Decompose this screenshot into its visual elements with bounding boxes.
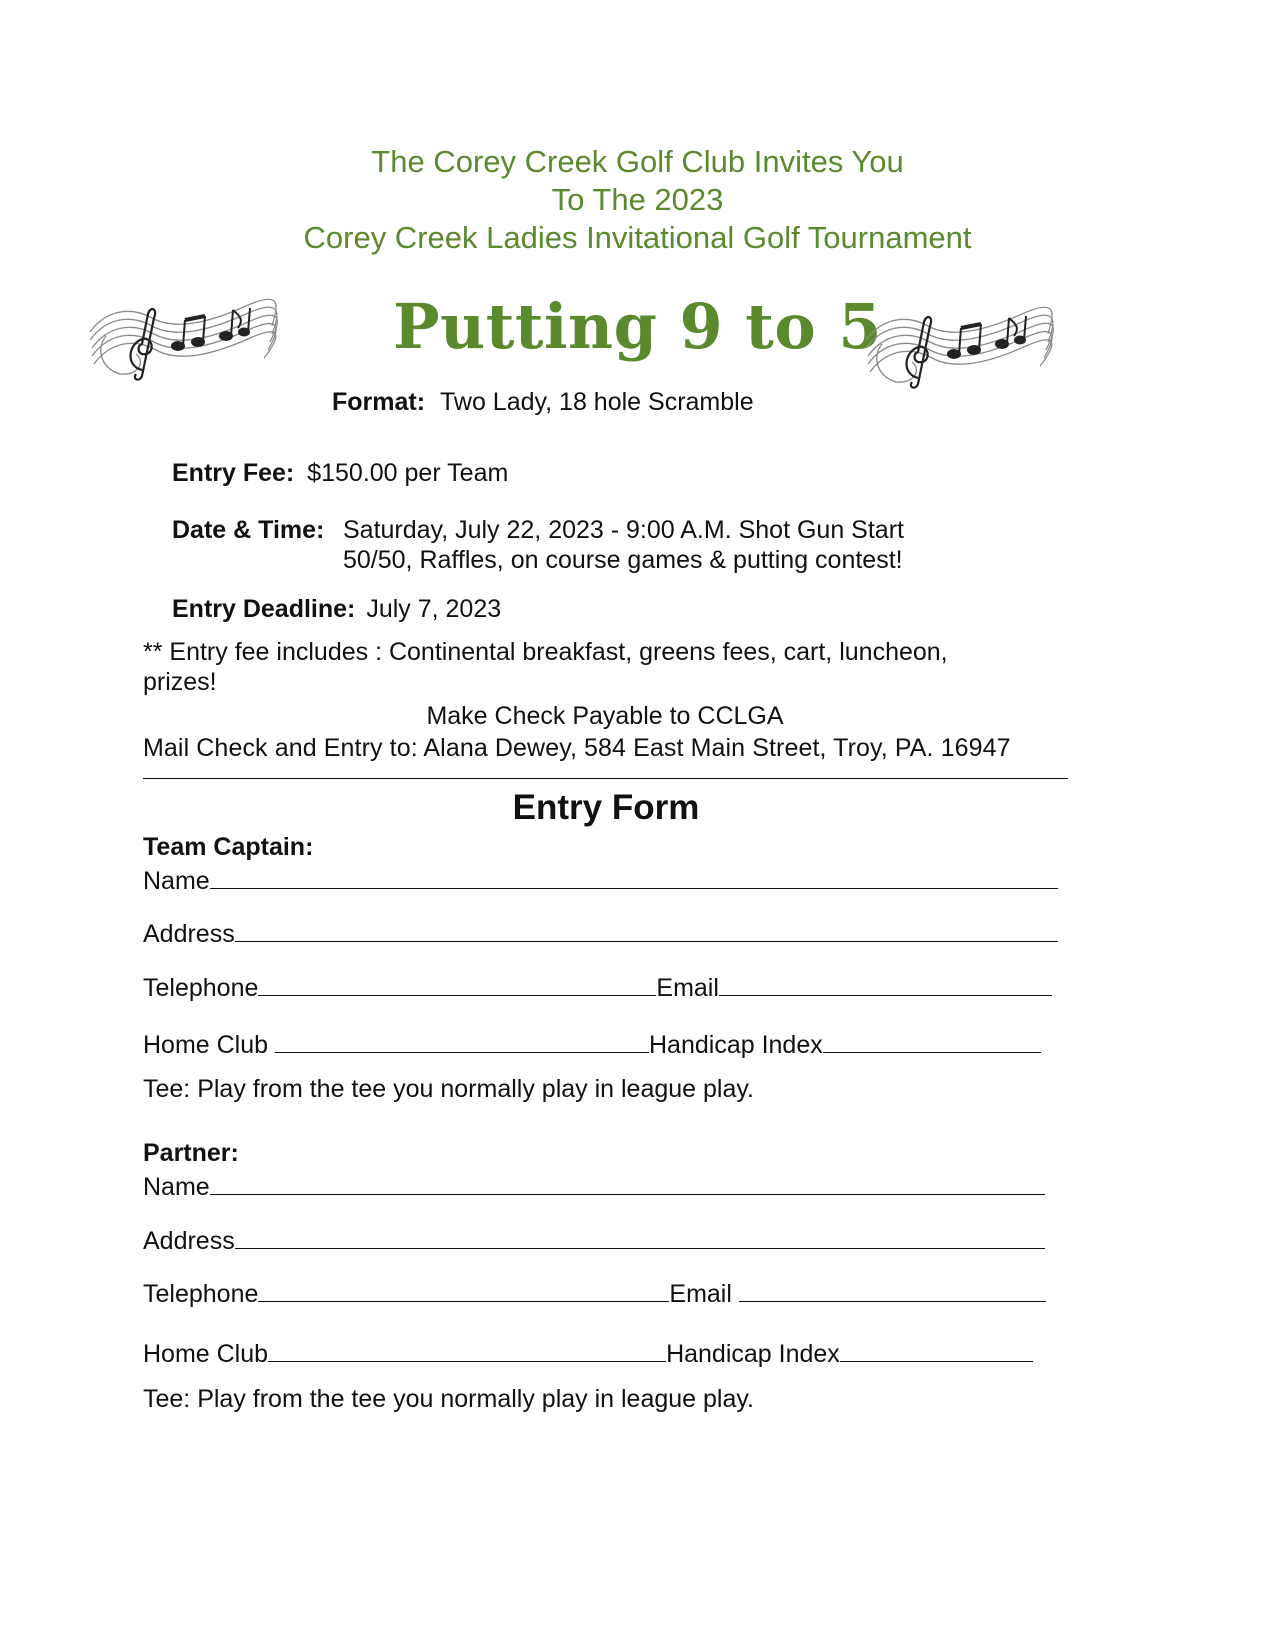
invitation-line-2: To The 2023 <box>551 182 724 217</box>
captain-name-label: Name <box>143 867 210 895</box>
date-time-value: Saturday, July 22, 2023 - 9:00 A.M. Shot Gun Start <box>343 516 904 544</box>
includes-line-2: prizes! <box>143 668 217 696</box>
invitation-line-3: Corey Creek Ladies Invitational Golf Tournament <box>303 220 972 255</box>
format-value: Two Lady, 18 hole Scramble <box>440 388 754 416</box>
separator-line <box>143 778 1068 779</box>
tournament-title: Putting 9 to 5 <box>393 290 882 363</box>
captain-tee-note: Tee: Play from the tee you normally play in league play. <box>143 1075 754 1103</box>
partner-email-field[interactable] <box>739 1279 1046 1302</box>
payable-line: Make Check Payable to CCLGA <box>426 702 784 730</box>
partner-email-label: Email <box>669 1280 739 1308</box>
captain-email-field[interactable] <box>719 973 1052 996</box>
partner-address-row <box>143 1226 1045 1256</box>
captain-homeclub-field[interactable] <box>275 1030 649 1053</box>
date-time-label: Date & Time: <box>172 516 325 544</box>
entry-fee-line <box>172 459 508 488</box>
captain-homeclub-label: Home Club <box>143 1031 275 1059</box>
deadline-line <box>172 595 501 624</box>
captain-address-label: Address <box>143 920 235 948</box>
activities-line: 50/50, Raffles, on course games & putting contest! <box>343 546 903 574</box>
includes-line-1: ** Entry fee includes : Continental breakfast, greens fees, cart, luncheon, <box>143 638 948 666</box>
mail-line: Mail Check and Entry to: Alana Dewey, 584 East Main Street, Troy, PA. 16947 <box>143 734 1011 762</box>
captain-name-row <box>143 866 1058 896</box>
music-notes-icon <box>862 304 1054 392</box>
partner-name-field[interactable] <box>210 1172 1045 1195</box>
captain-handicap-field[interactable] <box>823 1030 1041 1053</box>
deadline-label: Entry Deadline: <box>172 595 356 623</box>
captain-email-label: Email <box>656 974 719 1002</box>
entry-fee-value: $150.00 per Team <box>307 459 509 487</box>
partner-contact-row <box>143 1279 1046 1309</box>
partner-heading: Partner: <box>143 1139 239 1167</box>
invitation-line-1: The Corey Creek Golf Club Invites You <box>371 144 904 179</box>
captain-handicap-label: Handicap Index <box>649 1031 823 1059</box>
format-label: Format: <box>332 388 426 416</box>
partner-club-row <box>143 1339 1033 1369</box>
entry-form-heading: Entry Form <box>512 788 700 827</box>
deadline-value: July 7, 2023 <box>366 595 502 623</box>
format-line <box>332 388 754 417</box>
partner-address-field[interactable] <box>235 1226 1045 1249</box>
captain-telephone-label: Telephone <box>143 974 259 1002</box>
partner-homeclub-field[interactable] <box>268 1339 666 1362</box>
captain-address-row <box>143 919 1058 949</box>
partner-address-label: Address <box>143 1227 235 1255</box>
music-notes-icon <box>86 296 278 384</box>
entry-fee-label: Entry Fee: <box>172 459 295 487</box>
partner-telephone-label: Telephone <box>143 1280 259 1308</box>
partner-name-label: Name <box>143 1173 210 1201</box>
partner-handicap-label: Handicap Index <box>666 1340 840 1368</box>
partner-handicap-field[interactable] <box>840 1339 1033 1362</box>
partner-homeclub-label: Home Club <box>143 1340 269 1368</box>
partner-tee-note: Tee: Play from the tee you normally play in league play. <box>143 1385 754 1413</box>
team-captain-heading: Team Captain: <box>143 833 314 861</box>
captain-address-field[interactable] <box>235 919 1058 942</box>
captain-telephone-field[interactable] <box>258 973 656 996</box>
captain-contact-row <box>143 973 1052 1003</box>
partner-name-row <box>143 1172 1045 1202</box>
captain-club-row <box>143 1030 1041 1060</box>
partner-telephone-field[interactable] <box>258 1279 669 1302</box>
captain-name-field[interactable] <box>210 866 1058 889</box>
